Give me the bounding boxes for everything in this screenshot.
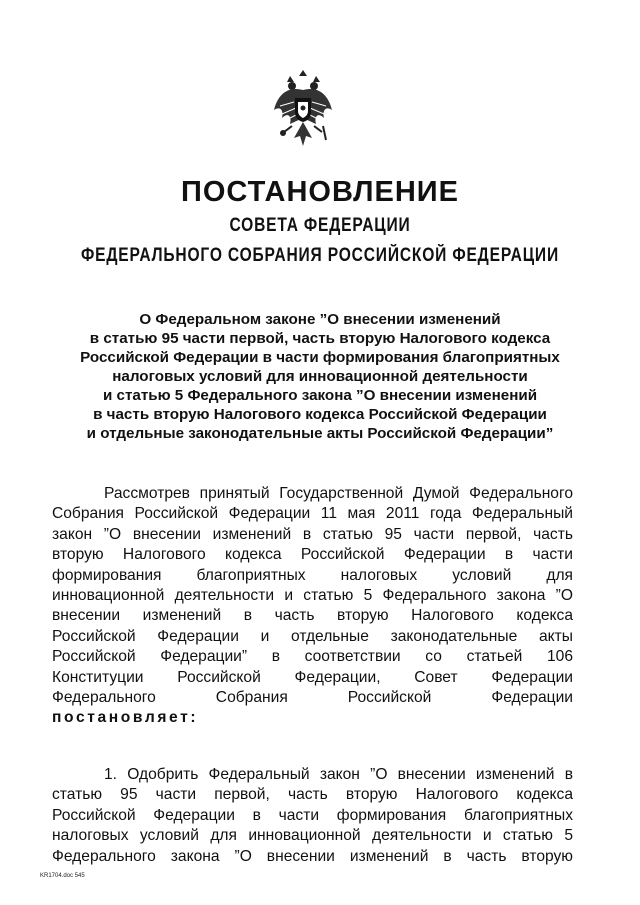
item-1-line: налоговых условий для инновационной деятельности и статью 5	[52, 827, 573, 845]
resolves-word: постановляет:	[52, 709, 199, 727]
item-1-line: статью 95 части первой, часть вторую Налогового кодекса	[52, 786, 573, 804]
preamble-line: Рассмотрев принятый Государственной Думой Федерального	[104, 485, 573, 502]
issuer-line-1: СОВЕТА ФЕДЕРАЦИИ	[229, 215, 411, 236]
resolution-body	[52, 484, 573, 867]
preamble-line: формирования благоприятных налоговых условий для	[52, 566, 573, 584]
item-1-line: Федерального закона ”О внесении изменений в часть вторую	[52, 847, 573, 865]
subject-heading	[40, 310, 600, 443]
subject-line: О Федеральном законе ”О внесении изменений	[139, 311, 501, 328]
subject-line: Российской Федерации в части формирования благоприятных	[80, 349, 560, 366]
preamble-line: внесении изменений в часть вторую Налогового кодекса	[52, 607, 573, 625]
preamble-line: вторую Налогового кодекса Российской Федерации в части	[52, 546, 573, 564]
preamble-line: Федерального Собрания Российской Федерации	[52, 689, 573, 707]
state-emblem	[270, 66, 336, 154]
preamble-line: инновационной деятельности и статью 5 Федерального закона ”О	[52, 587, 573, 605]
subject-line: и отдельные законодательные акты Российской Федерации”	[86, 425, 554, 442]
double-headed-eagle-icon	[270, 66, 336, 154]
preamble-line: закон ”О внесении изменений в статью 95 части первой, часть	[52, 525, 573, 543]
subject-line: и статью 5 Федерального закона ”О внесении изменений	[102, 387, 538, 404]
item-1-line: 1. Одобрить Федеральный закон ”О внесении изменений в	[104, 765, 573, 783]
preamble-line: Российской Федерации” в соответствии со статьей 106	[52, 648, 573, 666]
subject-line: налоговых условий для инновационной деятельности	[112, 368, 528, 385]
preamble-paragraph	[52, 484, 573, 729]
preamble-line: Конституции Российской Федерации, Совет Федерации	[52, 668, 573, 686]
subject-line: в статью 95 части первой, часть вторую Налогового кодекса	[89, 330, 551, 347]
preamble-line: Российской Федерации и отдельные законодательные акты	[52, 627, 573, 645]
item-1-paragraph	[52, 765, 573, 867]
subject-line: в часть вторую Налогового кодекса Российской Федерации	[93, 406, 547, 423]
item-1-line: Российской Федерации в части формирования благоприятных	[52, 806, 573, 824]
issuer-line-2: ФЕДЕРАЛЬНОГО СОБРАНИЯ РОССИЙСКОЙ ФЕДЕРАЦИИ	[81, 245, 559, 266]
file-reference: KR1704.doc 545	[40, 873, 85, 879]
document-title: ПОСТАНОВЛЕНИЕ	[181, 176, 459, 208]
preamble-line: Собрания Российской Федерации 11 мая 2011 года Федеральный	[52, 505, 573, 523]
